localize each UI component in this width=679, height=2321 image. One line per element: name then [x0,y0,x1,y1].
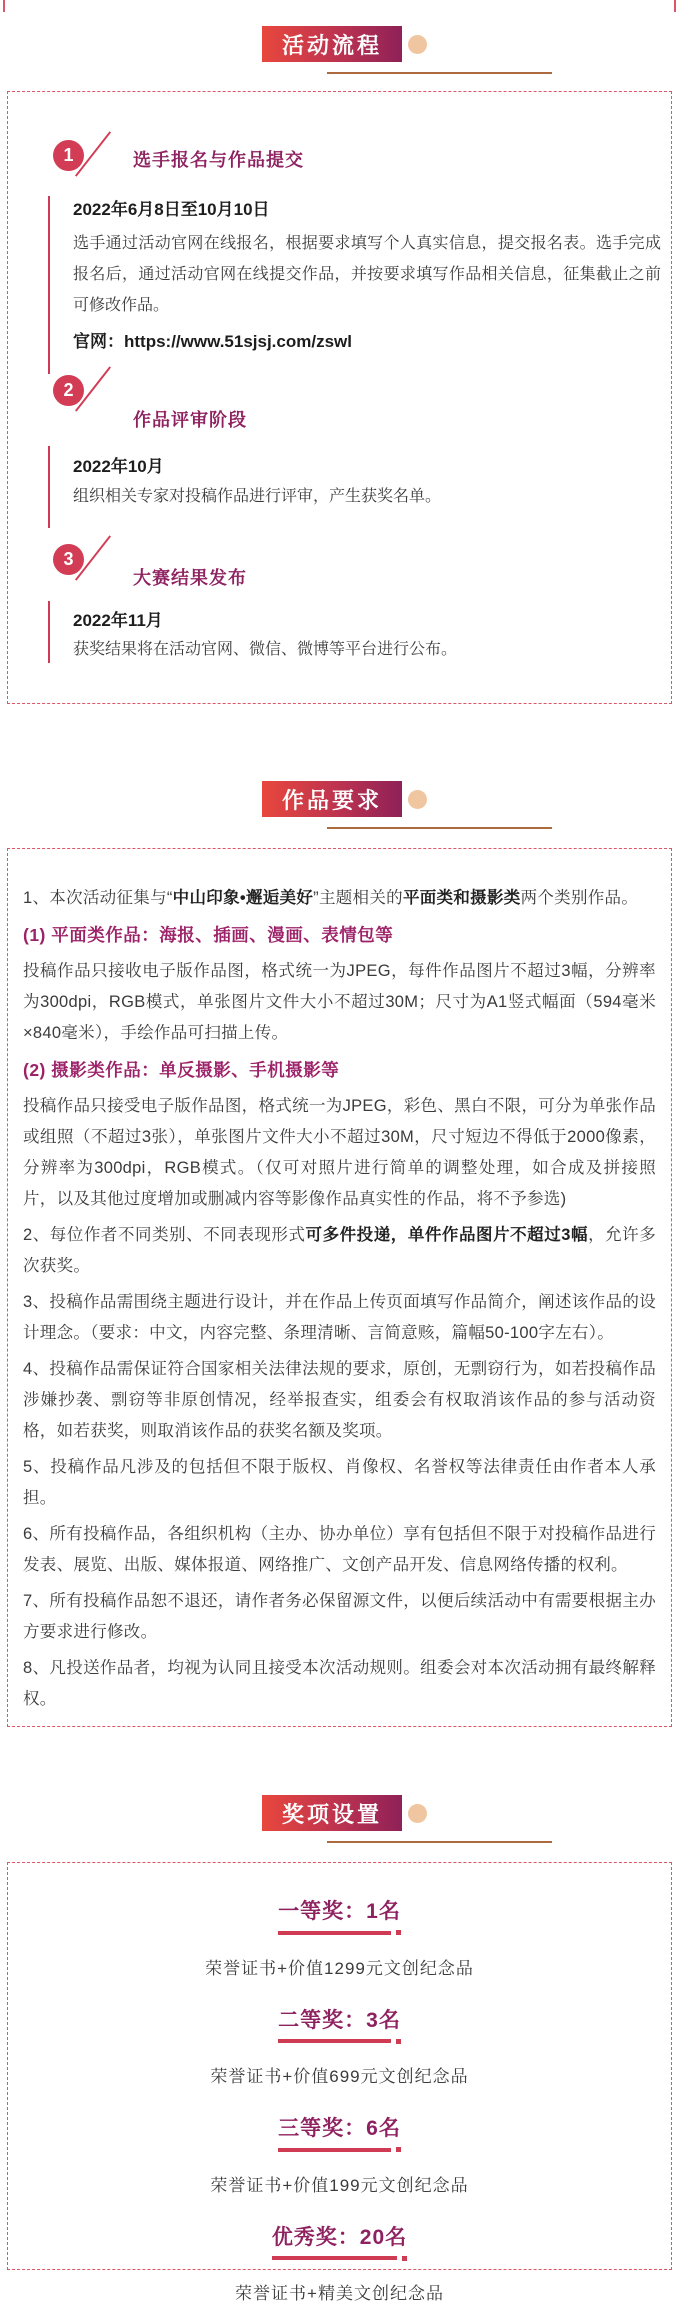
step-3-date: 2022年11月 [73,611,163,630]
award-description: 荣誉证书+价值199元文创纪念品 [210,2175,469,2195]
awards-banner [262,1795,402,1831]
decor-underline [327,72,552,74]
awards-banner-label: 奖项设置 [281,1801,382,1827]
step-1-timeline-line [48,196,50,374]
section-header-requirements [0,781,679,833]
peach-dot-icon [408,35,427,54]
award-title: 二等奖：3名 [278,2004,401,2044]
step-3-number-badge [53,544,84,575]
peach-dot-icon [408,1804,427,1823]
step-2-date: 2022年10月 [73,457,164,476]
award-title: 一等奖：1名 [278,1895,401,1935]
requirement-paragraph: 7、所有投稿作品恕不退还，请作者务必保留源文件，以便后续活动中有需要根据主办方要求进行修改。 [23,1592,656,1641]
award-item [8,2112,671,2196]
flow-banner [262,26,402,62]
step-1-number-badge [53,140,84,171]
underline-dot-icon [402,2256,407,2261]
requirement-paragraph: 2、每位作者不同类别、不同表现形式可多件投递，单件作品图片不超过3幅，允许多次获奖。 [23,1226,657,1275]
requirement-paragraph: 4、投稿作品需保证符合国家相关法律法规的要求，原创，无剽窃行为，如若投稿作品涉嫌抄袭、剽窃等非原创情况，经举报查实，组委会有权取消该作品的参与活动资格，如若获奖，则取消该作品的获奖名额及奖项。 [23,1360,656,1440]
award-item [8,2221,671,2305]
decor-underline [327,1841,552,1843]
requirement-paragraph: 5、投稿作品凡涉及的包括但不限于版权、肖像权、名誉权等法律责任由作者本人承担。 [23,1458,656,1507]
step-2-description: 组织相关专家对投稿作品进行评审，产生获奖名单。 [73,488,442,505]
requirement-paragraph: 6、所有投稿作品，各组织机构（主办、协办单位）享有包括但不限于对投稿作品进行发表、展览、出版、媒体报道、网络推广、文创产品开发、信息网络传播的权利。 [23,1525,656,1574]
step-3-number: 3 [63,549,74,569]
requirement-paragraph: 3、投稿作品需围绕主题进行设计，并在作品上传页面填写作品简介，阐述该作品的设计理念。（要求：中文，内容完整、条理清晰、言简意赅，篇幅50-100字左右）。 [23,1293,656,1342]
award-underline [278,2147,401,2152]
step-2-timeline-line [48,446,50,528]
requirements-list [8,849,671,1715]
award-description: 荣誉证书+价值1299元文创纪念品 [205,1958,474,1978]
requirement-subheader: (1) 平面类作品：海报、插画、漫画、表情包等 [23,925,394,945]
underline-dot-icon [396,1930,401,1935]
award-underline [272,2256,407,2261]
section-header-awards [0,1795,679,1847]
step-2-number-badge [53,375,84,406]
step-3-description: 获奖结果将在活动官网、微信、微博等平台进行公布。 [73,641,458,658]
requirement-paragraph: 投稿作品只接受电子版作品图，格式统一为JPEG，彩色、黑白不限，可分为单张作品或组照（不超过3张），单张图片文件大小不超过30M，尺寸短边不得低于2000像素，分辨率为300dpi，RGB模式。（仅可对照片进行简单的调整处理，如合成及拼接照片，以及其他过度增加或删减内容等影像作品真实性的作品，将不予参选) [23,1097,656,1208]
flow-dashed-box [7,91,672,704]
step-3-title: 大赛结果发布 [133,568,247,588]
peach-dot-icon [408,790,427,809]
step-1-title: 选手报名与作品提交 [133,150,304,170]
step-1-number: 1 [63,145,74,165]
step-2-number: 2 [63,380,74,400]
requirements-banner [262,781,402,817]
step-3-timeline-line [48,601,50,663]
step-1-description: 选手通过活动官网在线报名，根据要求填写个人真实信息，提交报名表。选手完成报名后，通过活动官网在线提交作品，并按要求填写作品相关信息，征集截止之前可修改作品。 [73,235,661,314]
official-website-link[interactable]: 官网：https://www.51sjsj.com/zswl [73,332,352,351]
step-2-title: 作品评审阶段 [133,410,247,430]
requirement-paragraph: 8、凡投送作品者，均视为认同且接受本次活动规则。组委会对本次活动拥有最终解释权。 [23,1659,656,1708]
requirements-dashed-box [7,848,672,1727]
award-title: 三等奖：6名 [278,2112,401,2152]
awards-dashed-box [7,1862,672,2303]
top-right-border-tick [674,0,676,12]
requirement-paragraph: 投稿作品只接收电子版作品图，格式统一为JPEG，每件作品图片不超过3幅，分辨率为300dpi，RGB模式，单张图片文件大小不超过30M；尺寸为A1竖式幅面（594毫米×840毫米），手绘作品可扫描上传。 [23,962,656,1042]
step-1-date: 2022年6月8日至10月10日 [73,200,270,219]
section-header-flow [0,26,679,78]
award-item [8,2004,671,2088]
underline-dot-icon [396,2147,401,2152]
award-item [8,1895,671,1979]
award-underline [278,2039,401,2044]
award-description: 荣誉证书+精美文创纪念品 [235,2284,444,2303]
top-left-border-tick [3,0,5,12]
award-title: 优秀奖：20名 [272,2221,407,2261]
award-underline [278,1930,401,1935]
underline-dot-icon [396,2039,401,2044]
award-description: 荣誉证书+价值699元文创纪念品 [210,2067,469,2086]
requirement-subheader: (2) 摄影类作品：单反摄影、手机摄影等 [23,1060,340,1080]
requirement-paragraph: 1、本次活动征集与“中山印象•邂逅美好”主题相关的平面类和摄影类两个类别作品。 [23,889,639,907]
flow-banner-label: 活动流程 [281,32,382,58]
requirements-banner-label: 作品要求 [281,787,382,813]
decor-underline [327,827,552,829]
awards-list [8,1863,671,2304]
